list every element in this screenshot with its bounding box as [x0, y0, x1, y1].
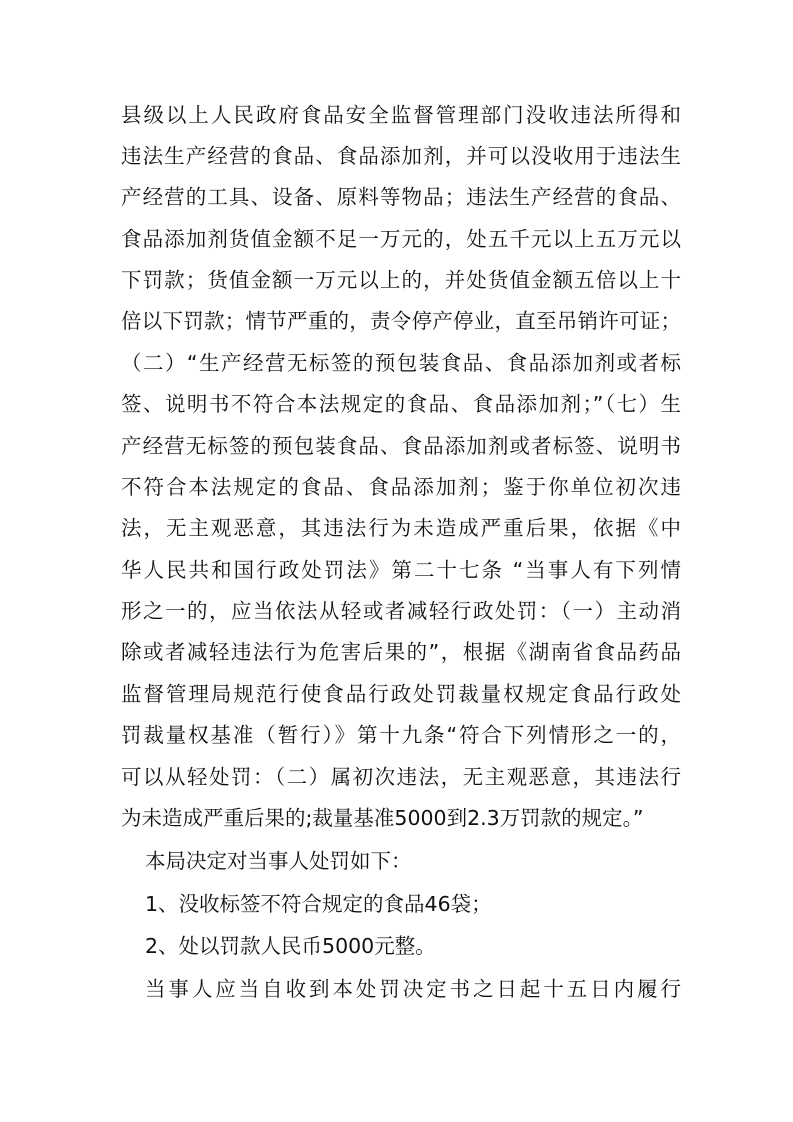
penalty-item: 1、没收标签不符合规定的食品46袋； — [145, 892, 492, 916]
body-text-line: 法，无主观恶意，其违法行为未造成严重后果，依据《中 — [121, 516, 681, 540]
decision-intro: 本局决定对当事人处罚如下： — [145, 849, 412, 873]
body-text-line: 除或者减轻违法行为危害后果的”，根据《湖南省食品药品 — [121, 640, 681, 664]
body-text-line: 下罚款；货值金额一万元以上的，并处货值金额五倍以上十 — [121, 268, 681, 292]
body-text-line: 违法生产经营的食品、食品添加剂，并可以没收用于违法生 — [121, 144, 681, 168]
body-text-line: 监督管理局规范行使食品行政处罚裁量权规定食品行政处 — [121, 682, 681, 706]
body-text-line: 罚裁量权基准（暂行）》第十九条“符合下列情形之一的， — [121, 723, 681, 747]
penalty-item: 2、处以罚款人民币5000元整。 — [145, 934, 436, 958]
body-text-line: 华人民共和国行政处罚法》第二十七条 “当事人有下列情 — [121, 558, 681, 582]
body-text-line: 签、说明书不符合本法规定的食品、食品添加剂；”（七）生 — [121, 392, 681, 416]
body-text-line: 倍以下罚款；情节严重的，责令停产停业，直至吊销许可证； — [121, 309, 681, 333]
body-text-line: 产经营的工具、设备、原料等物品；违法生产经营的食品、 — [121, 185, 681, 209]
body-text-line: 不符合本法规定的食品、食品添加剂；鉴于你单位初次违 — [121, 475, 681, 499]
body-text-line: 食品添加剂货值金额不足一万元的，处五千元以上五万元以 — [121, 227, 681, 251]
body-text-line: （二）“生产经营无标签的预包装食品、食品添加剂或者标 — [121, 351, 681, 375]
body-text-line: 县级以上人民政府食品安全监督管理部门没收违法所得和 — [121, 103, 681, 127]
body-text-line: 为未造成严重后果的;裁量基准5000到2.3万罚款的规定。” — [121, 806, 644, 830]
closing-text: 当事人应当自收到本处罚决定书之日起十五日内履行 — [145, 977, 681, 1001]
body-text-line: 产经营无标签的预包装食品、食品添加剂或者标签、说明书 — [121, 434, 681, 458]
body-text-line: 可以从轻处罚：（二）属初次违法，无主观恶意，其违法行 — [121, 765, 681, 789]
body-text-line: 形之一的，应当依法从轻或者减轻行政处罚：（一）主动消 — [121, 599, 681, 623]
